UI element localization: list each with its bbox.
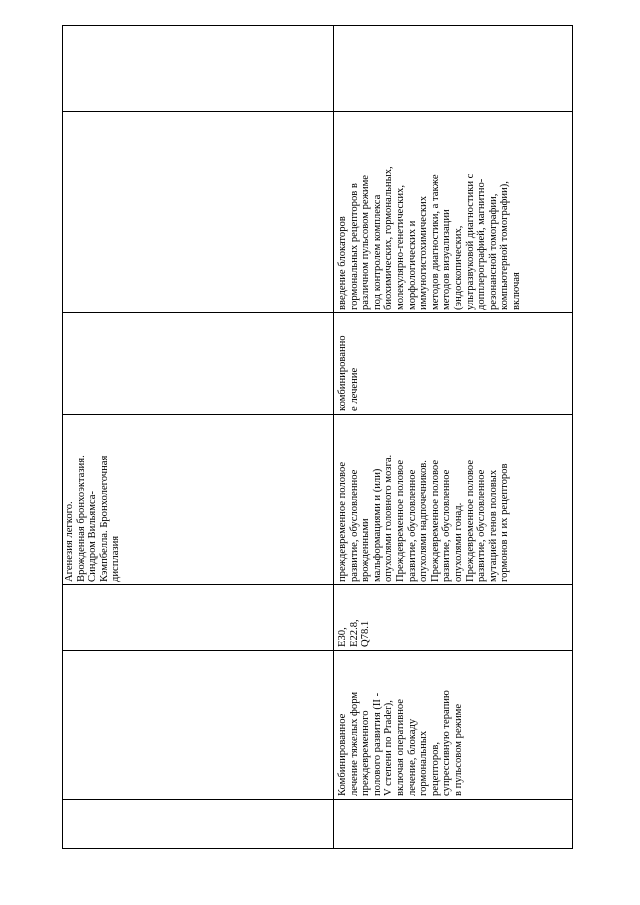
cell-icd-codes: E30, E22.8, Q78.1 — [337, 619, 372, 647]
column-divider — [62, 312, 573, 313]
column-divider — [62, 584, 573, 585]
cell-method: введение блокаторов гормональных рецепторов в различном пульсовом режиме под контролем комплекса биохимических, гормональных, молекулярно-генетических, морфологических и иммуногистохимических методов диагностики, а также методов визуализации (эндоскопических, ультразвуковой диагностики с допплерографией, магнитно- резонансной томографии, компьютерной томографии), включая — [337, 166, 522, 310]
table-border-left — [62, 25, 63, 848]
cell-upper-diagnosis: Агенезия легкого. Врожденная бронхоэктазия. Синдром Вильямса- Кэмпбелла. Бронхолегочная дисплазия — [64, 455, 122, 582]
cell-treatment-type: комбинированно е лечение — [337, 335, 360, 411]
table-border-bottom — [62, 848, 573, 849]
table-border-top — [62, 25, 573, 26]
column-divider — [62, 799, 573, 800]
cell-treatment-name: Комбинированное лечение тяжелых форм преждевременного полового развития (II - V степени по Prader), включая оперативное лечение, блокаду гормональных рецепторов, супрессивную терапию в пульсовом режиме — [337, 690, 464, 796]
row-divider — [333, 25, 334, 848]
cell-diagnosis: преждевременное половое развитие, обусловленное врожденными мальформациями и (или) опухолями головного мозга. Преждевременное половое развитие, обусловленное опухолями надпочечников. Преждевременное половое развитие, обусловленное опухолями гонад. Преждевременное половое развитие, обусловленное мутацией генов половых гормонов и их рецепторов — [337, 454, 511, 582]
column-divider — [62, 650, 573, 651]
table-border-right — [572, 25, 573, 848]
